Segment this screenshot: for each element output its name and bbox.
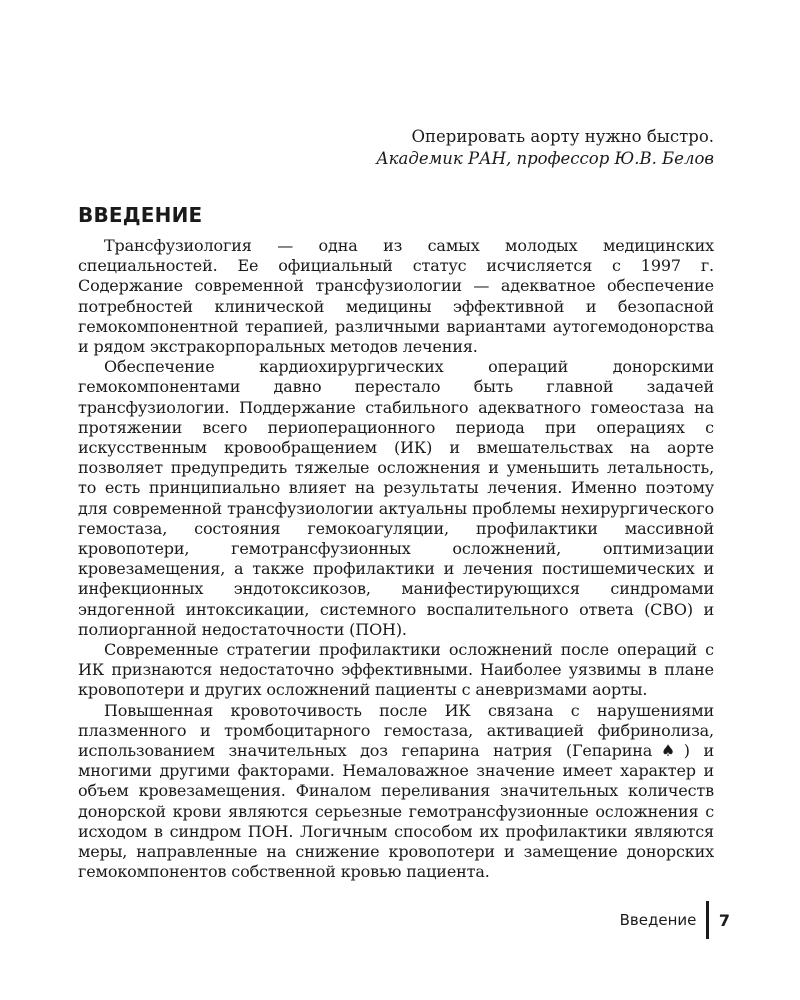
chapter-title: ВВЕДЕНИЕ bbox=[78, 203, 203, 227]
paragraph: Повышенная кровоточивость после ИК связана с нарушениями плазменного и тромбоцитарного гемостаза, активацией фибринолиза, использованием значительных доз гепарина натрия (Гепарина♠) и многими другими факторами. Немаловажное значение имеет характер и объем кровезамещения. Финалом переливания значительных количеств донорской крови являются серьезные гемотрансфузионные осложнения с исходом в синдром ПОН. Логичным способом их профилактики являются меры, направленные на снижение кровопотери и замещение донорских гемокомпонентов собственной кровью пациента. bbox=[78, 700, 714, 882]
paragraph: Современные стратегии профилактики осложнений после операций с ИК признаются недостаточно эффективными. Наиболее уязвимы в плане кровопотери и других осложнений пациенты с аневризмами аорты. bbox=[78, 640, 714, 700]
epigraph-quote: Оперировать аорту нужно быстро. bbox=[411, 127, 714, 146]
epigraph-author: Академик РАН, профессор Ю.В. Белов bbox=[376, 149, 714, 168]
paragraph: Обеспечение кардиохирургических операций донорскими гемокомпонентами давно перестало быть главной задачей трансфузиологии. Поддержание стабильного адекватного гомеостаза на протяжении всего периоперационного периода при операциях с искусственным кровообращением (ИК) и вмешательствах на аорте позволяет предупредить тяжелые осложнения и уменьшить летальность, то есть принципиально влияет на результаты лечения. Именно поэтому для современной трансфузиологии актуальны проблемы нехирургического гемостаза, состояния гемокоагуляции, профилактики массивной кровопотери, гемотрансфузионных осложнений, оптимизации кровезамещения, а также профилактики и лечения постишемических и инфекционных эндотоксикозов, манифестирующихся синдромами эндогенной интоксикации, системного воспалительного ответа (СВО) и полиорганной недостаточности (ПОН). bbox=[78, 357, 714, 639]
page-footer bbox=[620, 900, 730, 940]
page-number: 7 bbox=[718, 910, 730, 930]
paragraph: Трансфузиология — одна из самых молодых медицинских специальностей. Ее официальный статус исчисляется с 1997 г. Содержание современной трансфузиологии — адекватное обеспечение потребностей клинической медицины эффективной и безопасной гемокомпонентной терапией, различными вариантами аутогемодонорства и рядом экстракорпоральных методов лечения. bbox=[78, 236, 714, 357]
running-title: Введение bbox=[619, 911, 697, 929]
chapter-body bbox=[78, 236, 714, 883]
epigraph bbox=[194, 126, 714, 170]
